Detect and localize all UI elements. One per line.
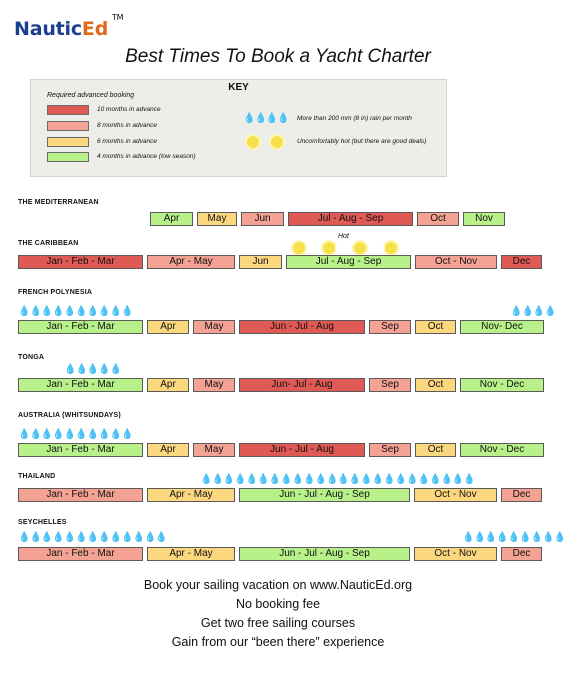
key-subheading: Required advanced booking — [47, 92, 135, 99]
season-segment: Jun - Jul - Aug — [239, 320, 365, 334]
season-segment: Jun - Jul - Aug — [239, 443, 365, 457]
raindrop-icon: 💧💧💧💧 — [510, 306, 556, 317]
season-segment: Jan - Feb - Mar — [18, 378, 143, 392]
region-title-tonga: TONGA — [18, 354, 45, 361]
region-title-french-polynesia: FRENCH POLYNESIA — [18, 289, 93, 296]
season-segment: Sep — [369, 443, 411, 457]
season-segment: Apr — [147, 443, 189, 457]
raindrop-icon: 💧💧💧💧💧💧💧💧💧 — [462, 532, 565, 543]
season-segment: Jan - Feb - Mar — [18, 547, 143, 561]
logo-text-nautic: Nautic — [14, 18, 82, 40]
sun-icon — [293, 242, 305, 254]
season-segment: Sep — [369, 320, 411, 334]
key-swatch-red — [47, 105, 89, 115]
key-rain-label: More than 200 mm (8 in) rain per month — [297, 115, 412, 122]
season-segment: Jul - Aug - Sep — [288, 212, 413, 226]
raindrop-icon: 💧💧💧💧💧💧💧💧💧💧💧💧💧 — [18, 532, 167, 543]
season-segment: Apr — [150, 212, 193, 226]
footer-text — [0, 576, 556, 652]
key-level-label: 6 months in advance — [97, 138, 157, 145]
season-segment: Oct - Nov — [415, 255, 497, 269]
season-segment: Jun - Jul - Aug - Sep — [239, 547, 410, 561]
season-segment: Nov - Dec — [460, 443, 544, 457]
sun-icon — [247, 136, 259, 148]
key-hot-label: Uncomfortably hot (but there are good deals) — [297, 138, 427, 145]
season-segment: Apr - May — [147, 488, 235, 502]
nauticed-logo — [14, 13, 124, 40]
season-segment: Apr — [147, 320, 189, 334]
season-segment: Apr — [147, 378, 189, 392]
footer-line-fee: No booking fee — [235, 597, 321, 611]
season-segment: Jun - Jul - Aug - Sep — [239, 488, 410, 502]
season-segment: Jan - Feb - Mar — [18, 488, 143, 502]
region-title-seychelles: SEYCHELLES — [18, 519, 67, 526]
season-segment: May — [197, 212, 237, 226]
season-segment: Oct — [417, 212, 459, 226]
raindrop-icon: 💧💧💧💧💧💧💧💧💧💧💧💧💧💧💧💧💧💧💧💧💧💧💧💧 — [200, 474, 475, 485]
footer-line-website: Book your sailing vacation on www.NauticEd.org — [143, 578, 413, 592]
season-segment: Apr - May — [147, 547, 235, 561]
season-segment: Jun- Jul - Aug — [239, 378, 365, 392]
raindrop-icon: 💧💧💧💧 — [243, 113, 289, 124]
season-segment: Apr - May — [147, 255, 235, 269]
season-segment: Jan - Feb - Mar — [18, 320, 143, 334]
season-segment: Nov — [463, 212, 505, 226]
season-segment: Dec — [501, 255, 542, 269]
key-heading: KEY — [228, 82, 249, 93]
key-swatch-yellow — [47, 137, 89, 147]
footer-line-experience: Gain from our “been there” experience — [171, 635, 385, 649]
footer-line-courses: Get two free sailing courses — [200, 616, 356, 630]
season-segment: Nov - Dec — [460, 378, 544, 392]
season-segment: Jun — [239, 255, 282, 269]
key-level-label: 4 months in advance (low season) — [97, 153, 196, 160]
season-segment: Jan - Feb - Mar — [18, 255, 143, 269]
season-segment: Sep — [369, 378, 411, 392]
season-segment: Oct — [415, 443, 456, 457]
season-segment: May — [193, 443, 235, 457]
sun-icon — [385, 242, 397, 254]
season-segment: Jul - Aug - Sep — [286, 255, 411, 269]
season-segment: May — [193, 378, 235, 392]
sun-icon — [271, 136, 283, 148]
sun-icon — [323, 242, 335, 254]
region-title-australia: AUSTRALIA (WHITSUNDAYS) — [18, 412, 121, 419]
key-level-label: 10 months in advance — [97, 106, 161, 113]
raindrop-icon: 💧💧💧💧💧 — [64, 364, 122, 375]
logo-text-ed: Ed — [81, 18, 109, 40]
season-segment: Dec — [501, 547, 542, 561]
region-title-thailand: THAILAND — [18, 473, 56, 480]
page-title: Best Times To Book a Yacht Charter — [125, 46, 431, 67]
raindrop-icon: 💧💧💧💧💧💧💧💧💧💧 — [18, 429, 133, 440]
key-swatch-salmon — [47, 121, 89, 131]
trademark-mark: TM — [112, 13, 124, 22]
region-title-mediterranean: THE MEDITERRANEAN — [18, 199, 99, 206]
raindrop-icon: 💧💧💧💧💧💧💧💧💧💧 — [18, 306, 133, 317]
region-title-caribbean: THE CARIBBEAN — [18, 240, 79, 247]
season-segment: Oct — [415, 320, 456, 334]
key-level-label: 8 months in advance — [97, 122, 157, 129]
season-segment: Dec — [501, 488, 542, 502]
season-segment: Nov- Dec — [460, 320, 544, 334]
key-swatch-green — [47, 152, 89, 162]
season-segment: Oct - Nov — [414, 547, 497, 561]
season-segment: Oct - Nov — [414, 488, 497, 502]
sun-icon — [354, 242, 366, 254]
season-segment: Oct — [415, 378, 456, 392]
season-segment: Jun — [241, 212, 284, 226]
season-segment: Jan - Feb - Mar — [18, 443, 143, 457]
season-segment: May — [193, 320, 235, 334]
hot-annotation: Hot — [338, 233, 349, 240]
key-panel — [30, 79, 447, 177]
